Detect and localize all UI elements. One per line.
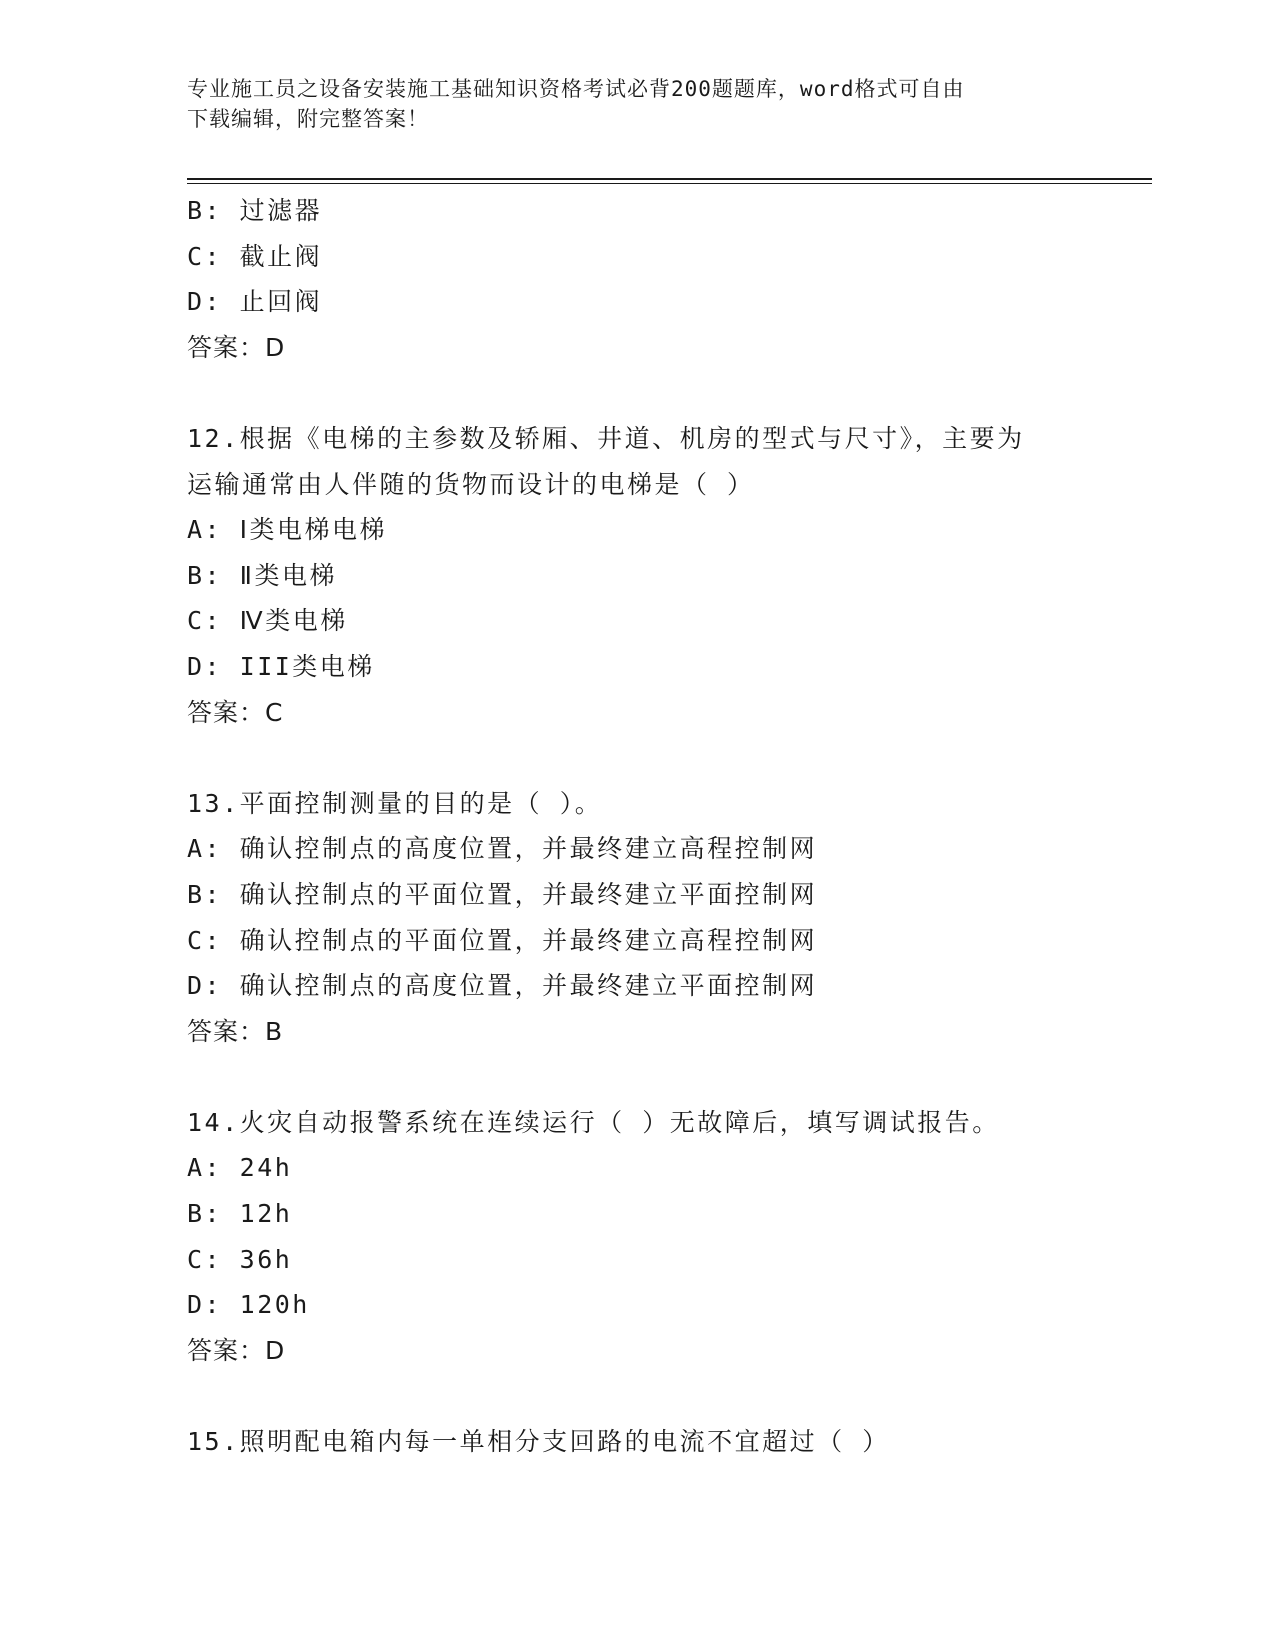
question-11: [187, 188, 1147, 370]
header-line-2: 下载编辑，附完整答案！: [187, 107, 429, 131]
question-12: [187, 416, 1147, 735]
option-d: D: 120h: [187, 1290, 310, 1320]
header-rule-thick: [187, 178, 1152, 180]
header-line-1: 专业施工员之设备安装施工基础知识资格考试必背200题题库，word格式可自由: [187, 77, 965, 101]
option-c: C: 36h: [187, 1244, 293, 1274]
question-text-line-2: 运输通常由人伴随的货物而设计的电梯是（ ）: [187, 469, 755, 499]
question-content: [187, 188, 1147, 1465]
question-text-line-1: 12.根据《电梯的主参数及轿厢、井道、机房的型式与尺寸》，主要为: [187, 423, 1025, 453]
option-a: A: 确认控制点的高度位置，并最终建立高程控制网: [187, 834, 818, 864]
option-c: C: Ⅳ类电梯: [187, 606, 348, 636]
option-d: D: 止回阀: [187, 287, 323, 317]
option-b: B: 过滤器: [187, 196, 323, 225]
option-d: D: 确认控制点的高度位置，并最终建立平面控制网: [187, 971, 818, 1001]
option-a: A: 24h: [187, 1153, 293, 1183]
option-c: C: 截止阀: [187, 241, 323, 271]
option-b: B: 12h: [187, 1199, 293, 1229]
question-text: 15.照明配电箱内每一单相分支回路的电流不宜超过（ ）: [187, 1427, 890, 1457]
spacer: [187, 1054, 1147, 1100]
question-13: [187, 781, 1147, 1055]
document-header: [187, 74, 1087, 134]
answer-line: 答案：D: [187, 1335, 286, 1365]
option-c: C: 确认控制点的平面位置，并最终建立高程控制网: [187, 925, 818, 955]
header-rule-thin: [187, 183, 1152, 184]
question-text: 14.火灾自动报警系统在连续运行（ ）无故障后，填写调试报告。: [187, 1107, 1000, 1137]
spacer: [187, 1373, 1147, 1419]
question-15: [187, 1419, 1147, 1465]
spacer: [187, 370, 1147, 416]
spacer: [187, 735, 1147, 781]
answer-line: 答案：B: [187, 1016, 284, 1046]
option-a: A: Ⅰ类电梯电梯: [187, 515, 388, 545]
option-b: B: Ⅱ类电梯: [187, 560, 337, 590]
option-b: B: 确认控制点的平面位置，并最终建立平面控制网: [187, 879, 818, 909]
answer-line: 答案：C: [187, 697, 284, 727]
question-text: 13.平面控制测量的目的是（ ）。: [187, 788, 603, 818]
answer-line: 答案：D: [187, 332, 286, 362]
option-d: D: III类电梯: [187, 651, 375, 681]
question-14: [187, 1100, 1147, 1374]
